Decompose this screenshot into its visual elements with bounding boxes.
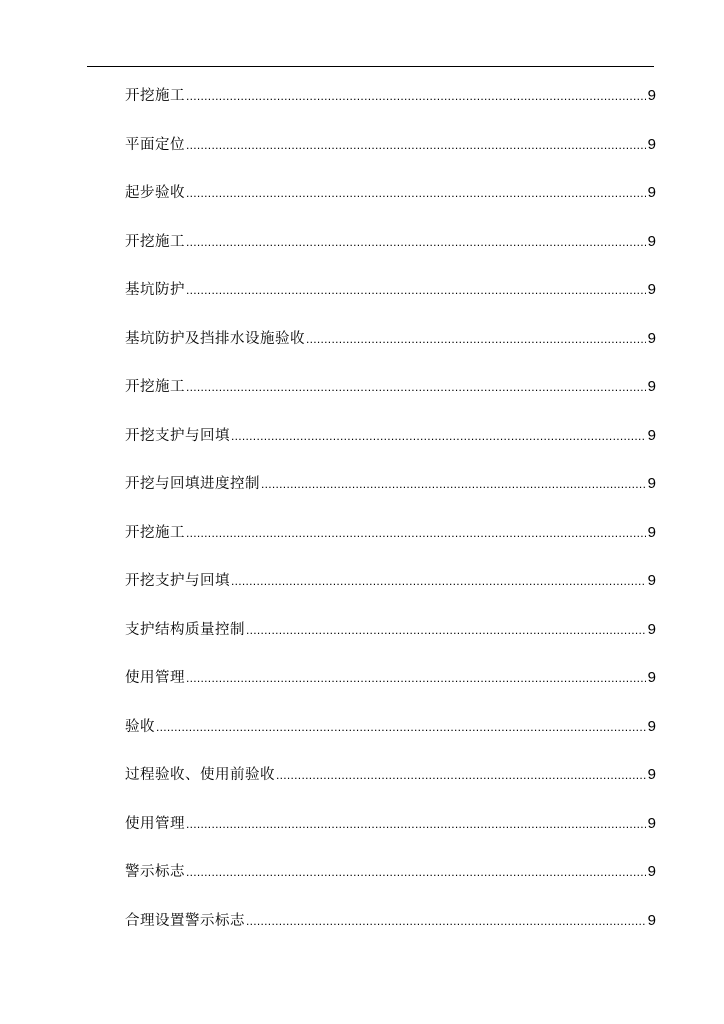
toc-page-number: 9: [647, 766, 656, 783]
toc-page-number: 9: [647, 572, 656, 589]
toc-entry-title: 开挖施工: [125, 379, 185, 395]
toc-entry[interactable]: [125, 664, 656, 713]
toc-entry[interactable]: [125, 761, 656, 810]
toc-dot-leader: [186, 519, 646, 547]
toc-entry[interactable]: [125, 470, 656, 519]
toc-dot-leader: [186, 664, 646, 692]
toc-dot-leader: [246, 907, 646, 935]
toc-entry[interactable]: [125, 82, 656, 131]
toc-entry[interactable]: [125, 276, 656, 325]
table-of-contents: [125, 82, 656, 955]
toc-dot-leader: [186, 373, 646, 401]
toc-page-number: 9: [647, 378, 656, 395]
toc-dot-leader: [246, 616, 646, 644]
toc-entry-title: 过程验收、使用前验收: [125, 767, 275, 783]
toc-entry-title: 开挖支护与回填: [125, 427, 230, 444]
toc-page-number: 9: [647, 669, 656, 686]
toc-dot-leader: [306, 325, 646, 353]
toc-dot-leader: [231, 567, 646, 595]
toc-page-number: 9: [647, 620, 656, 638]
toc-page-number: 9: [647, 863, 656, 880]
toc-entry-title: 使用管理: [125, 670, 185, 686]
toc-entry[interactable]: [125, 810, 656, 859]
toc-dot-leader: [186, 858, 646, 886]
toc-entry[interactable]: [125, 713, 656, 762]
toc-entry-title: 开挖支护与回填: [125, 573, 230, 589]
toc-entry-title: 支护结构质量控制: [125, 621, 245, 638]
toc-entry-title: 警示标志: [125, 864, 185, 880]
toc-entry[interactable]: [125, 373, 656, 422]
toc-entry[interactable]: [125, 325, 656, 374]
toc-entry[interactable]: [125, 179, 656, 228]
toc-entry[interactable]: [125, 131, 656, 180]
toc-entry-title: 基坑防护: [125, 282, 185, 298]
toc-dot-leader: [231, 422, 646, 450]
toc-entry[interactable]: [125, 858, 656, 907]
toc-dot-leader: [276, 761, 646, 789]
toc-entry-title: 验收: [125, 718, 155, 735]
toc-entry[interactable]: [125, 228, 656, 277]
toc-dot-leader: [186, 82, 646, 110]
toc-page-number: 9: [647, 281, 656, 298]
toc-dot-leader: [186, 276, 646, 304]
toc-entry-title: 起步验收: [125, 185, 185, 201]
toc-page-number: 9: [647, 717, 656, 735]
toc-page-number: 9: [647, 523, 656, 541]
toc-entry[interactable]: [125, 519, 656, 568]
toc-dot-leader: [261, 470, 646, 498]
toc-entry[interactable]: [125, 422, 656, 471]
toc-page-number: 9: [647, 329, 656, 347]
toc-page-number: 9: [647, 232, 656, 250]
toc-page-number: 9: [647, 814, 656, 832]
toc-dot-leader: [186, 228, 646, 256]
toc-entry-title: 开挖与回填进度控制: [125, 476, 260, 492]
header-rule: [87, 66, 654, 67]
toc-entry[interactable]: [125, 907, 656, 956]
toc-page-number: 9: [647, 87, 656, 104]
toc-dot-leader: [186, 810, 646, 838]
toc-dot-leader: [186, 131, 646, 159]
toc-entry-title: 基坑防护及挡排水设施验收: [125, 330, 305, 347]
toc-page-number: 9: [647, 184, 656, 201]
toc-entry-title: 开挖施工: [125, 88, 185, 104]
toc-dot-leader: [186, 179, 646, 207]
toc-page-number: 9: [647, 911, 656, 929]
toc-entry-title: 使用管理: [125, 815, 185, 832]
toc-page-number: 9: [647, 426, 656, 444]
toc-page-number: 9: [647, 135, 656, 153]
toc-dot-leader: [156, 713, 646, 741]
toc-entry[interactable]: [125, 616, 656, 665]
toc-entry[interactable]: [125, 567, 656, 616]
toc-entry-title: 开挖施工: [125, 233, 185, 250]
toc-page-number: 9: [647, 475, 656, 492]
toc-entry-title: 开挖施工: [125, 524, 185, 541]
toc-entry-title: 平面定位: [125, 136, 185, 153]
toc-entry-title: 合理设置警示标志: [125, 912, 245, 929]
